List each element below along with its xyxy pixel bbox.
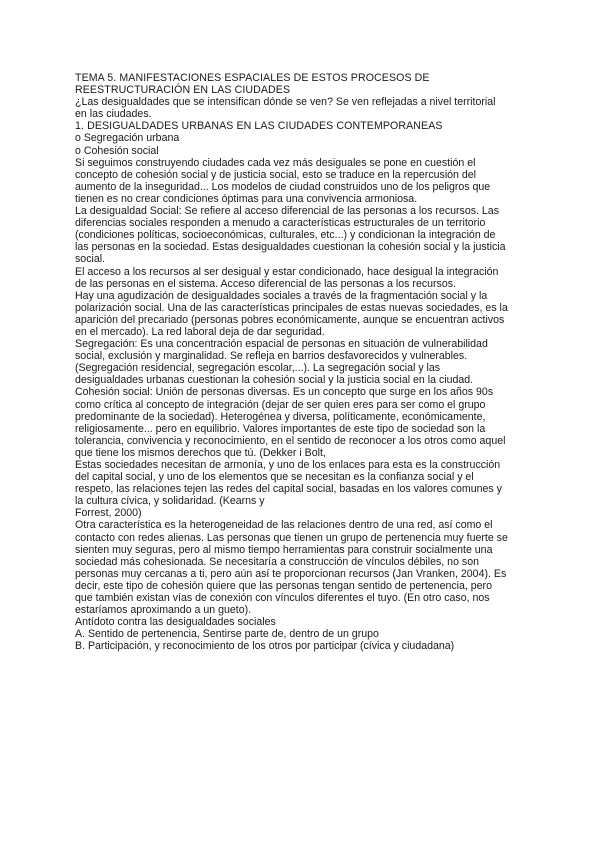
paragraph-line: tienen es no crear condiciones óptimas para una convivencia armoniosa. (75, 192, 418, 205)
paragraph-line: de las personas en el sistema. Acceso diferencial de las personas a los recursos. (75, 277, 456, 290)
paragraph-line: Hay una agudización de desigualdades sociales a través de la fragmentación social y la (75, 289, 488, 302)
paragraph-line: aparición del precariado (personas pobres económicamente, aunque se encuentran activos (75, 313, 505, 326)
paragraph-line: del capital social, y uno de los elementos que se necesitan es la confianza social y el (75, 471, 474, 484)
paragraph-line: tolerancia, convivencia y reconocimiento, en el sentido de reconocer a los otros como aquel (75, 434, 506, 447)
paragraph-line: Cohesión social: Unión de personas diversas. Es un concepto que surge en los años 90s (75, 386, 494, 399)
paragraph-line: que también existan vías de conexión con vínculos diferentes el tuyo. (En otro caso, nos (75, 592, 490, 605)
bullet-item-segregation: o Segregación urbana (75, 132, 180, 145)
paragraph-line: que tiene los mismos derechos que tú. (Dekker i Bolt, (75, 446, 326, 459)
paragraph-line: social. (75, 253, 106, 266)
paragraph-line: sienten muy seguras, pero al mismo tiempo herramientas para construir socialmente una (75, 543, 493, 556)
intro-question-line-2: en las ciudades. (75, 108, 152, 121)
paragraph-line: Si seguimos construyendo ciudades cada vez más desiguales se pone en cuestión el (75, 156, 476, 169)
paragraph-line: polarización social. Una de las características principales de estas nuevas sociedades, es la (75, 301, 508, 314)
paragraph-line: religiosamente... pero en equilibrio. Valores importantes de este tipo de sociedad son la (75, 422, 486, 435)
paragraph-line: en el mercado). La red laboral deja de dar seguridad. (75, 325, 325, 338)
list-item-b: B. Participación, y reconocimiento de los otros por participar (cívica y ciudadana) (75, 640, 455, 653)
paragraph-line: respeto, las relaciones tejen las redes del capital social, basadas en los valores comunes y (75, 483, 502, 496)
paragraph-line: Estas sociedades necesitan de armonía, y uno de los enlaces para esta es la construcción (75, 459, 501, 471)
document-title-line-1: TEMA 5. MANIFESTACIONES ESPACIALES DE ESTOS PROCESOS DE (75, 72, 430, 84)
paragraph-line: decir, este tipo de cohesión quiere que las personas tengan sentido de pertenencia, pero (75, 579, 492, 592)
paragraph-line: (condiciones políticas, socioeconómicas, culturales, etc...) y condicionan la integración de (75, 229, 496, 242)
paragraph-line: Forrest, 2000) (75, 507, 142, 520)
paragraph-line: sociedad más cohesionada. Se necesitaría a construcción de vínculos débiles, no son (75, 555, 479, 568)
paragraph-line: Otra característica es la heterogeneidad de las relaciones dentro de una red, así como el (75, 519, 493, 532)
paragraph-line: (Segregación residencial, segregación escolar,...). La segregación social y las (75, 362, 441, 375)
paragraph-line: La desigualdad Social: Se refiere al acceso diferencial de las personas a los recursos. Las (75, 205, 499, 218)
bullet-item-cohesion: o Cohesión social (75, 144, 159, 157)
paragraph-line: Segregación: Es una concentración espacial de personas en situación de vulnerabilidad (75, 338, 488, 351)
list-item-a: A. Sentido de pertenencia, Sentirse parte de, dentro de un grupo (75, 628, 379, 641)
paragraph-line: contacto con redes alienas. Las personas que tienen un grupo de pertenencia muy fuerte se (75, 531, 508, 544)
paragraph-line: predominante de la sociedad). Heterogénea y diversa, políticamente, económicamente, (75, 410, 486, 423)
paragraph-line: El acceso a los recursos al ser desigual y estar condicionado, hace desigual la integración (75, 265, 499, 278)
intro-question-line-1: ¿Las desigualdades que se intensifican dónde se ven? Se ven reflejadas a nivel territorial (75, 96, 496, 109)
paragraph-line: concepto de cohesión social y de justicia social, esto se traduce en la repercusión del (75, 168, 477, 181)
document-page (75, 72, 535, 653)
paragraph-line: aumento de la inseguridad... Los modelos de ciudad construidos uno de los peligros que (75, 180, 491, 193)
paragraph-line: personas muy cercanas a ti, pero aún así te proporcionan recursos (Jan Vranken, 2004). Es (75, 567, 507, 580)
paragraph-line: como crítica al concepto de integración (dejar de ser quien eres para ser como el grupo (75, 398, 486, 411)
paragraph-line: estaríamos aproximando a un gueto). (75, 604, 252, 617)
paragraph-line: diferencias sociales responden a menudo a características estructurales de un territorio (75, 217, 486, 230)
paragraph-line: social, exclusión y marginalidad. Se refleja en barrios desfavorecidos y vulnerables. (75, 350, 468, 363)
paragraph-line: la cultura cívica, y solidaridad. (Kearns y (75, 495, 265, 508)
subheading-antidote: Antídoto contra las desigualdades sociales (75, 616, 276, 629)
section-heading: 1. DESIGUALDADES URBANAS EN LAS CIUDADES CONTEMPORANEAS (75, 120, 443, 133)
document-title-line-2: REESTRUCTURACIÓN EN LAS CIUDADES (75, 84, 291, 97)
paragraph-line: las personas en la sociedad. Estas desigualdades cuestionan la cohesión social y la justicia (75, 241, 506, 254)
paragraph-line: desigualdades urbanas cuestionan la cohesión social y la justicia social en la ciudad. (75, 374, 474, 387)
